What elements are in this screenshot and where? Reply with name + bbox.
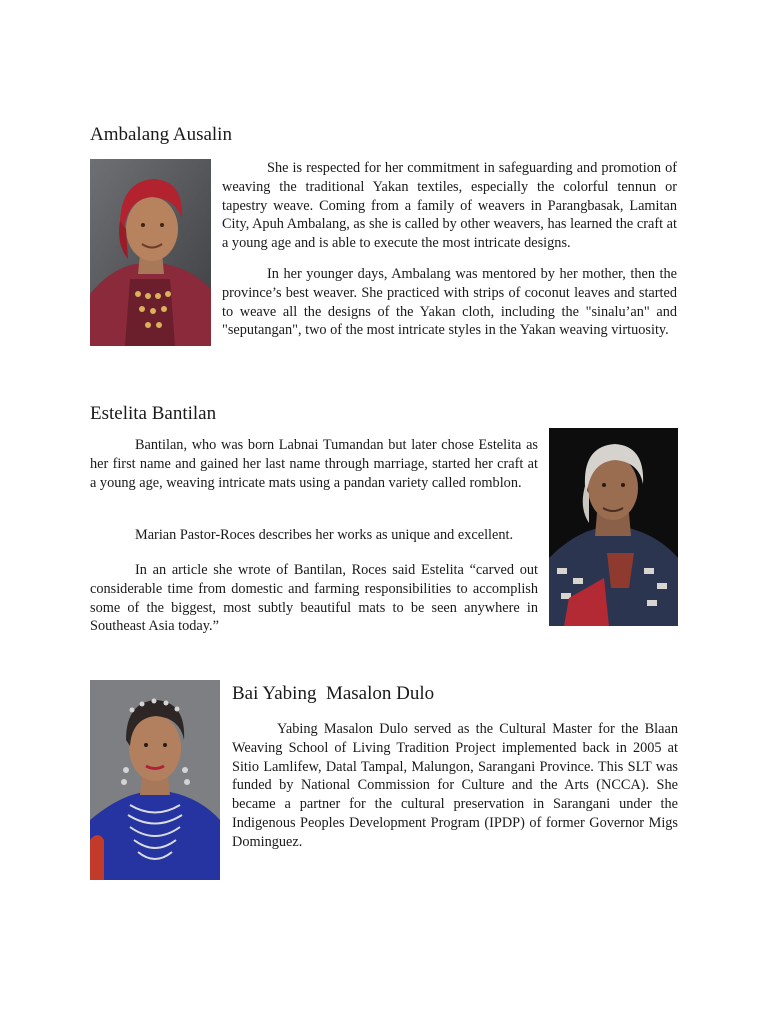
ambalang-portrait-photo	[90, 159, 211, 346]
ambalang-paragraph-2: In her younger days, Ambalang was mentored by her mother, then the province’s best weaver. She practiced with strips of coconut leaves and started to weave all the designs of the Yakan cloth, including the "sinalu’an" and "seputangan", two of the most intricate styles in the Yakan weaving virtuosity.	[222, 266, 677, 339]
estelita-portrait-photo	[549, 428, 678, 626]
section-heading-ambalang: Ambalang Ausalin	[90, 124, 232, 145]
section-heading-yabing: Bai Yabing Masalon Dulo	[232, 683, 435, 704]
estelita-paragraph-2: Marian Pastor-Roces describes her works as unique and excellent.	[135, 527, 514, 543]
section-heading-estelita: Estelita Bantilan	[90, 403, 217, 424]
estelita-paragraph-3: In an article she wrote of Bantilan, Roces said Estelita “carved out considerable time from domestic and farming responsibilities to accomplish some of the biggest, most subtly beautiful mats to be seen anywhere in Southeast Asia today.”	[90, 562, 538, 635]
yabing-portrait-photo	[90, 680, 220, 880]
estelita-paragraph-1: Bantilan, who was born Labnai Tumandan but later chose Estelita as her first name and gained her last name through marriage, started her craft at a young age, weaving intricate mats using a pandan variety called romblon.	[90, 437, 538, 491]
yabing-paragraph-1: Yabing Masalon Dulo served as the Cultural Master for the Blaan Weaving School of Living Tradition Project implemented back in 2005 at Sitio Lamlifew, Datal Tampal, Malungon, Sarangani Province. This SLT was funded by National Commission for Culture and the Arts (NCCA). She became a partner for the cultural preservation in Sarangani under the Indigenous Peoples Development Program (IPDP) of former Governor Migs Dominguez.	[232, 721, 678, 850]
ambalang-paragraph-1: She is respected for her commitment in safeguarding and promotion of weaving the traditional Yakan textiles, especially the colorful tennun or tapestry weave. Coming from a family of weavers in Parangbasak, Lamitan City, Apuh Ambalang, as she is called by other weavers, has learned the craft at a young age and is able to execute the most intricate designs.	[222, 160, 677, 252]
